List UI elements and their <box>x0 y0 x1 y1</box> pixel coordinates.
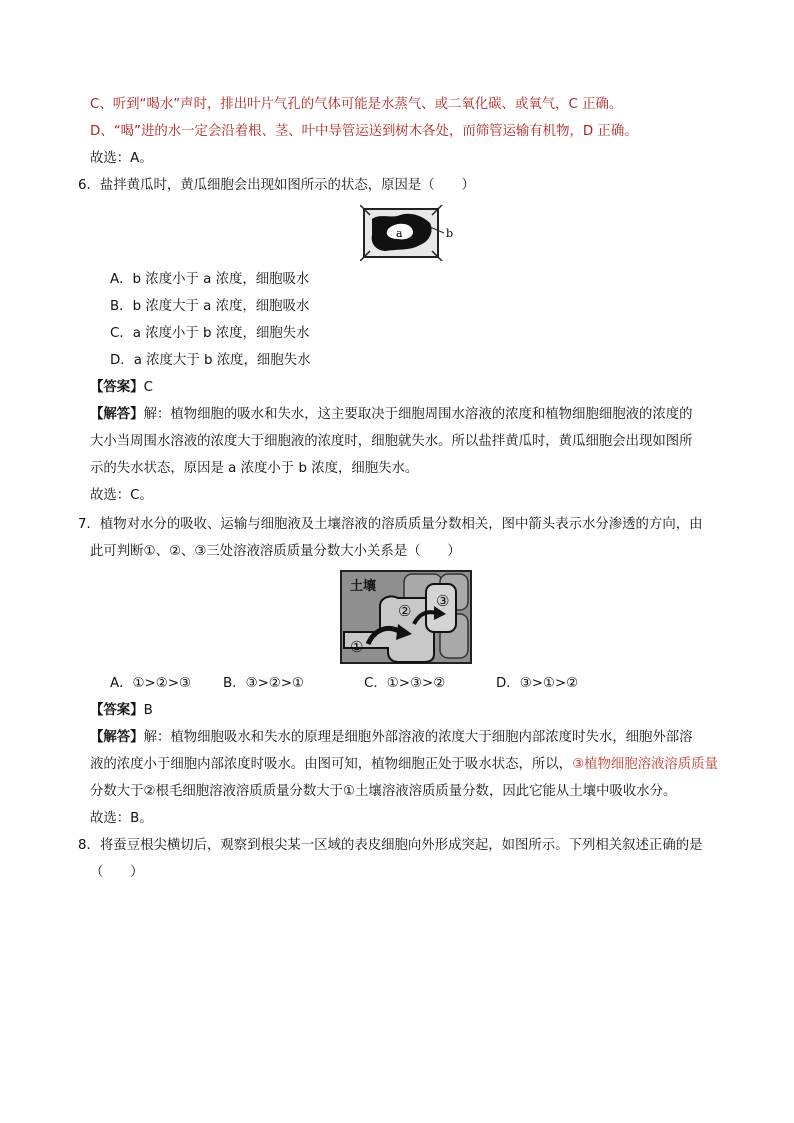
q7-option-a: A．①>②>③ <box>110 676 192 691</box>
q6-analysis-tag: 【解答】 <box>90 407 144 422</box>
q7-analysis-2b: ③植物细胞溶液溶质质量 <box>572 757 718 772</box>
q6-answer-tag: 【答案】 <box>90 380 144 395</box>
q7-option-d: D．③>①>② <box>496 676 579 691</box>
q8-stem-2: （ ） <box>90 865 144 880</box>
q6-fig-label-b: b <box>446 227 454 240</box>
q7-fig-label-2: ② <box>398 602 412 620</box>
q7-analysis-tag: 【解答】 <box>90 730 144 745</box>
q8-stem-1: 8．将蚕豆根尖横切后，观察到根尖某一区域的表皮细胞向外形成突起，如图所示。下列相关叙述正确的是 <box>78 838 703 853</box>
q6-analysis-1 <box>90 405 730 425</box>
q6-choose: 故选：C。 <box>90 488 153 503</box>
q6-option-a: A．b 浓度小于 a 浓度，细胞吸水 <box>110 272 310 287</box>
q7-analysis-1-text: 解：植物细胞吸水和失水的原理是细胞外部溶液的浓度大于细胞内部浓度时失水，细胞外部溶 <box>143 730 693 745</box>
prev-line-d: D、“喝”进的水一定会沿着根、茎、叶中导管运送到树木各处，而筛管运输有机物，D 正确。 <box>90 124 638 139</box>
q7-fig-soil-label: 土壤 <box>350 579 377 594</box>
q7-option-c: C．①>③>② <box>364 676 446 691</box>
q7-option-b: B．③>②>① <box>223 676 305 691</box>
q6-cell-figure <box>360 205 460 261</box>
q7-analysis-2a: 液的浓度小于细胞内部浓度时吸水。由图可知，植物细胞正处于吸水状态，所以， <box>90 757 573 772</box>
q7-options-row <box>110 674 670 694</box>
q7-fig-label-3: ③ <box>436 592 450 610</box>
q7-fig-label-1: ① <box>350 638 364 656</box>
prev-line-c: C、听到“喝水”声时，排出叶片气孔的气体可能是水蒸气、或二氧化碳、或氧气，C 正确。 <box>90 97 623 112</box>
q7-choose: 故选：B。 <box>90 811 153 826</box>
q7-stem-2: 此可判断①、②、③三处溶液溶质质量分数大小关系是（ ） <box>90 544 461 559</box>
q7-answer-value: B <box>143 703 153 718</box>
q6-option-d: D．a 浓度大于 b 浓度，细胞失水 <box>110 353 311 368</box>
q7-root-figure <box>340 570 472 664</box>
q6-fig-label-a: a <box>396 227 403 240</box>
q6-analysis-3: 示的失水状态，原因是 a 浓度小于 b 浓度，细胞失水。 <box>90 461 419 476</box>
q6-answer <box>90 378 730 398</box>
q7-analysis-1 <box>90 728 730 748</box>
q6-analysis-1-text: 解：植物细胞的吸水和失水，这主要取决于细胞周围水溶液的浓度和植物细胞细胞液的浓度的 <box>143 407 693 422</box>
q6-answer-value: C <box>143 380 153 395</box>
q7-answer-tag: 【答案】 <box>90 703 144 718</box>
q7-answer <box>90 701 730 721</box>
prev-choose: 故选：A。 <box>90 151 153 166</box>
q7-analysis-2 <box>90 755 730 775</box>
q6-analysis-2: 大小当周围水溶液的浓度大于细胞液的浓度时，细胞就失水。所以盐拌黄瓜时，黄瓜细胞会出现如图所 <box>90 434 693 449</box>
q7-analysis-3: 分数大于②根毛细胞溶液溶质质量分数大于①土壤溶液溶质质量分数，因此它能从土壤中吸收水分。 <box>90 784 677 799</box>
q6-option-b: B．b 浓度大于 a 浓度，细胞吸水 <box>110 299 310 314</box>
q6-stem: 6．盐拌黄瓜时，黄瓜细胞会出现如图所示的状态，原因是（ ） <box>78 178 475 193</box>
q6-option-c: C．a 浓度小于 b 浓度，细胞失水 <box>110 326 310 341</box>
q7-stem-1: 7．植物对水分的吸收、运输与细胞液及土壤溶液的溶质质量分数相关，图中箭头表示水分渗透的方向，由 <box>78 517 703 532</box>
